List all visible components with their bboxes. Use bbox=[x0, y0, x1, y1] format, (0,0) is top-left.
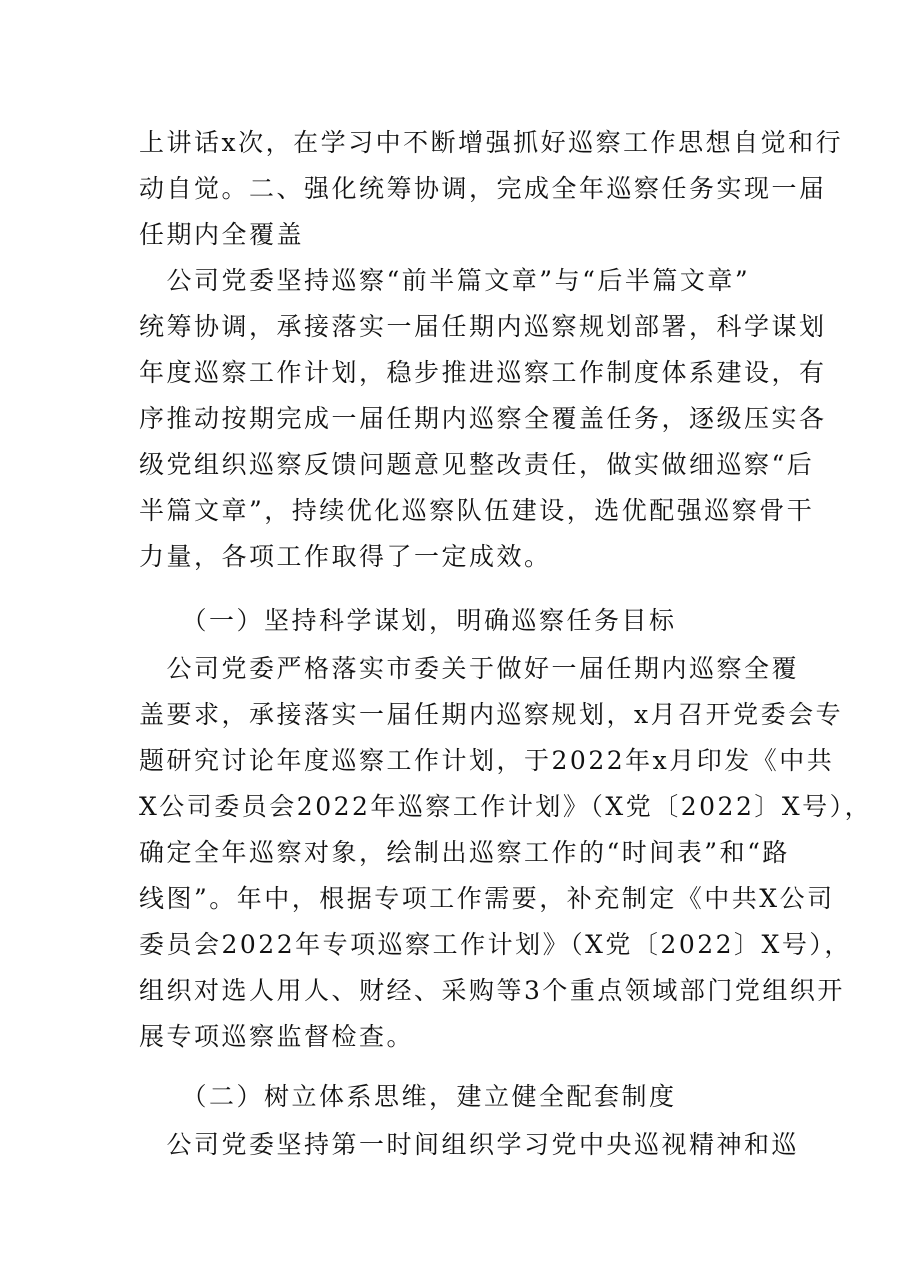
paragraph-line: 序推动按期完成一届任期内巡察全覆盖任务，逐级压实各 bbox=[139, 404, 827, 433]
paragraph-line: 年度巡察工作计划，稳步推进巡察工作制度体系建设，有 bbox=[139, 358, 827, 387]
paragraph-1 bbox=[139, 120, 844, 258]
paragraph-3 bbox=[139, 646, 873, 1060]
paragraph-line: 委员会2022年专项巡察工作计划》（X党〔2022〕X号）， bbox=[139, 930, 852, 959]
section-heading-1: （一）坚持科学谋划，明确巡察任务目标 bbox=[139, 606, 677, 635]
paragraph-line: 力量，各项工作取得了一定成效。 bbox=[139, 542, 552, 571]
paragraph-line: 统筹协调，承接落实一届任期内巡察规划部署，科学谋划 bbox=[139, 312, 827, 341]
paragraph-line: 动自觉。二、强化统筹协调，完成全年巡察任务实现一届 bbox=[139, 174, 827, 203]
paragraph-line: 半篇文章”，持续优化巡察队伍建设，选优配强巡察骨干 bbox=[139, 496, 815, 525]
paragraph-line: 线图”。年中，根据专项工作需要，补充制定《中共X公司 bbox=[139, 884, 835, 913]
paragraph-line: 公司党委严格落实市委关于做好一届任期内巡察全覆 bbox=[139, 654, 800, 683]
section-heading-2: （二）树立体系思维，建立健全配套制度 bbox=[139, 1082, 677, 1111]
paragraph-line: 组织对选人用人、财经、采购等3个重点领域部门党组织开 bbox=[139, 976, 845, 1005]
paragraph-line: 公司党委坚持第一时间组织学习党中央巡视精神和巡 bbox=[139, 1130, 800, 1159]
paragraph-line: 确定全年巡察对象，绘制出巡察工作的“时间表”和“路 bbox=[139, 838, 790, 867]
paragraph-line: X公司委员会2022年巡察工作计划》（X党〔2022〕X号）， bbox=[139, 792, 873, 821]
paragraph-line: 级党组织巡察反馈问题意见整改责任，做实做细巡察“后 bbox=[139, 450, 815, 479]
paragraph-line: 盖要求，承接落实一届任期内巡察规划，x月召开党委会专 bbox=[139, 700, 844, 729]
paragraph-line: 题研究讨论年度巡察工作计划，于2022年x月印发《中共 bbox=[139, 746, 835, 775]
paragraph-4 bbox=[139, 1122, 800, 1168]
paragraph-line: 任期内全覆盖 bbox=[139, 220, 305, 249]
paragraph-line: 上讲话x次，在学习中不断增强抓好巡察工作思想自觉和行 bbox=[139, 128, 844, 157]
paragraph-2 bbox=[139, 258, 827, 580]
paragraph-line: 展专项巡察监督检查。 bbox=[139, 1022, 415, 1051]
paragraph-line: 公司党委坚持巡察“前半篇文章”与“后半篇文章” bbox=[139, 266, 751, 295]
